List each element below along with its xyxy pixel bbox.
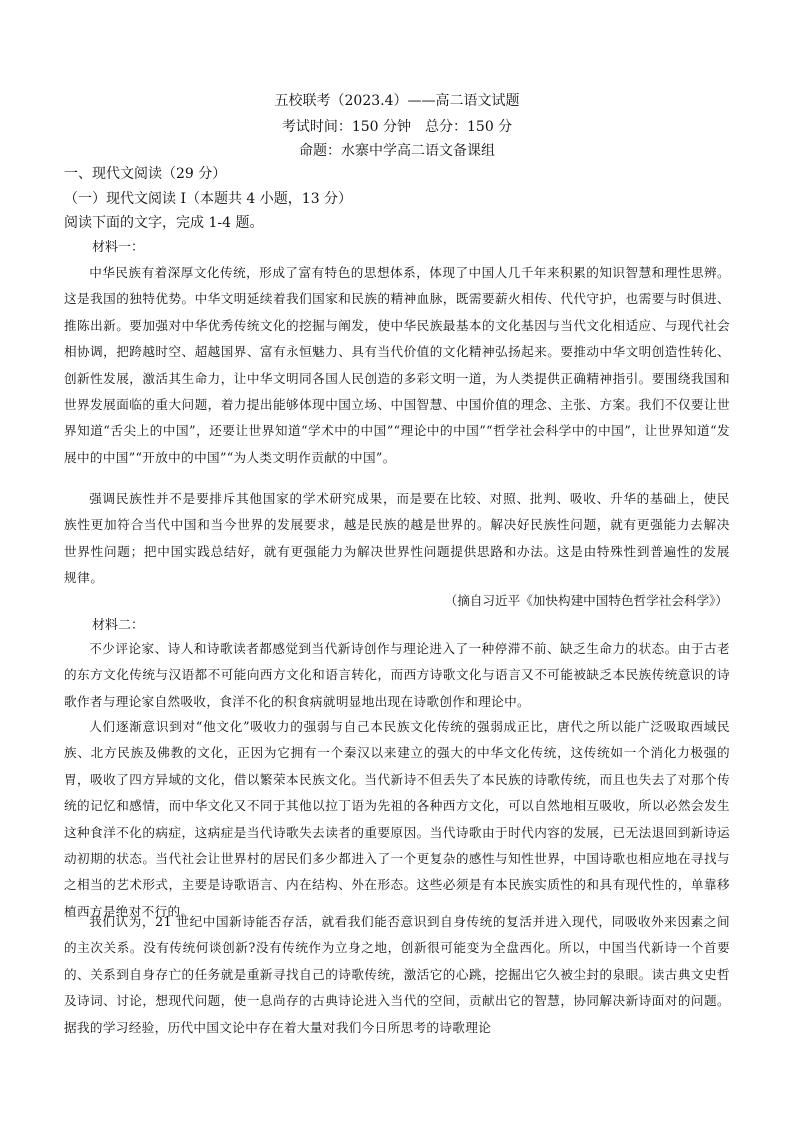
exam-title: 五校联考（2023.4）——高二语文试题 — [274, 93, 520, 109]
material-two-paragraph-1: 不少评论家、诗人和诗歌读者都感觉到当代新诗创作与理论进入了一种停滞不前、缺乏生命力的状态。由于古老的东方文化传统与汉语都不可能向西方文化和语言转化，而西方诗歌文化与语言又不可能被缺乏本民族传统意识的诗歌作者与理论家自然吸收，食洋不化的积食病就明显地出现在诗歌创作和理论中。 — [64, 641, 730, 709]
material-one-paragraph-2: 强调民族性并不是要排斥其他国家的学术研究成果，而是要在比较、对照、批判、吸收、升华的基础上，使民族性更加符合当代中国和当今世界的发展要求，越是民族的越是世界的。解决好民族性问题，就有更强能力去解决世界性问题；把中国实践总结好，就有更强能力为解决世界性问题提供思路和办法。这是由特殊性到普遍性的发展规律。 — [64, 491, 730, 586]
material-two-label: 材料二： — [92, 618, 145, 633]
material-one-paragraph-1: 中华民族有着深厚文化传统，形成了富有特色的思想体系，体现了中国人几千年来积累的知识智慧和理性思辨。这是我国的独特优势。中华文明延续着我们国家和民族的精神血脉，既需要薪火相传、代代守护，也需要与时俱进、推陈出新。要加强对中华优秀传统文化的挖掘与阐发，使中华民族最基本的文化基因与当代文化相适应、与现代社会相协调，把跨越时空、超越国界、富有永恒魅力、具有当代价值的文化精神弘扬起来。要推动中华文明创造性转化、创新性发展，激活其生命力，让中华文明同各国人民创造的多彩文明一道，为人类提供正确精神指引。要围绕我国和世界发展面临的重大问题，着力提出能够体现中国立场、中国智慧、中国价值的理念、主张、方案。我们不仅要让世界知道“舌尖上的中国”，还要让世界知道“学术中的中国”“理论中的中国”“哲学社会科学中的中国”，让世界知道“发展中的中国”“开放中的中国”“为人类文明作贡献的中国”。 — [64, 265, 730, 465]
reading-instruction: 阅读下面的文字，完成 1-4 题。 — [64, 215, 264, 231]
sub-section-heading: （一）现代文阅读 I（本题共 4 小题，13 分） — [64, 191, 353, 207]
material-two-paragraph-2: 人们逐渐意识到对“他文化”吸收力的强弱与自己本民族文化传统的强弱成正比，唐代之所以能广泛吸取西域民族、北方民族及佛教的文化，正因为它拥有一个秦汉以来建立的强大的中华文化传统，这传统如一个消化力极强的胃，吸收了四方异域的文化，借以繁荣本民族文化。当代新诗不但丢失了本民族的诗歌传统，而且也失去了对那个传统的记忆和感情，而中华文化又不同于其他以拉丁语为先祖的各种西方文化，可以自然地相互吸收，所以必然会发生这种食洋不化的病症，这病症是当代诗歌失去读者的重要原因。当代诗歌由于时代内容的发展，已无法退回到新诗运动初期的状态。当代社会让世界村的居民们多少都进入了一个更复杂的感性与知性世界，中国诗歌也相应地在寻找与之相当的艺术形式，主要是诗歌语言、内在结构、外在形态。这些必须是有本民族实质性的和具有现代性的，单靠移植西方是绝对不行的。 — [64, 719, 730, 919]
exam-author: 命题：水寨中学高二语文备课组 — [299, 143, 495, 159]
material-one-source: （摘自习近平《加快构建中国特色哲学社会科学》） — [444, 593, 728, 608]
exam-time-info: 考试时间：150 分钟 总分：150 分 — [281, 119, 513, 135]
material-two-paragraph-3: 我们认为，21 世纪中国新诗能否存活，就看我们能否意识到自身传统的复活并进入现代，同吸收外来因素之间的主次关系。没有传统何谈创新?没有传统作为立身之地，创新很可能变为全盘西化。所以，中国当代新诗一个首要的、关系到自身存亡的任务就是重新寻找自己的诗歌传统，激活它的心跳，挖掘出它久被尘封的泉眼。读古典文史哲及诗词、讨论，想现代问题，使一息尚存的古典诗论进入当代的空间，贡献出它的智慧，协同解决新诗面对的问题。据我的学习经验，历代中国文论中存在着大量对我们今日所思考的诗歌理论 — [64, 914, 730, 1035]
material-one-label: 材料一： — [92, 240, 145, 255]
section-heading: 一、现代文阅读（29 分） — [64, 166, 227, 182]
